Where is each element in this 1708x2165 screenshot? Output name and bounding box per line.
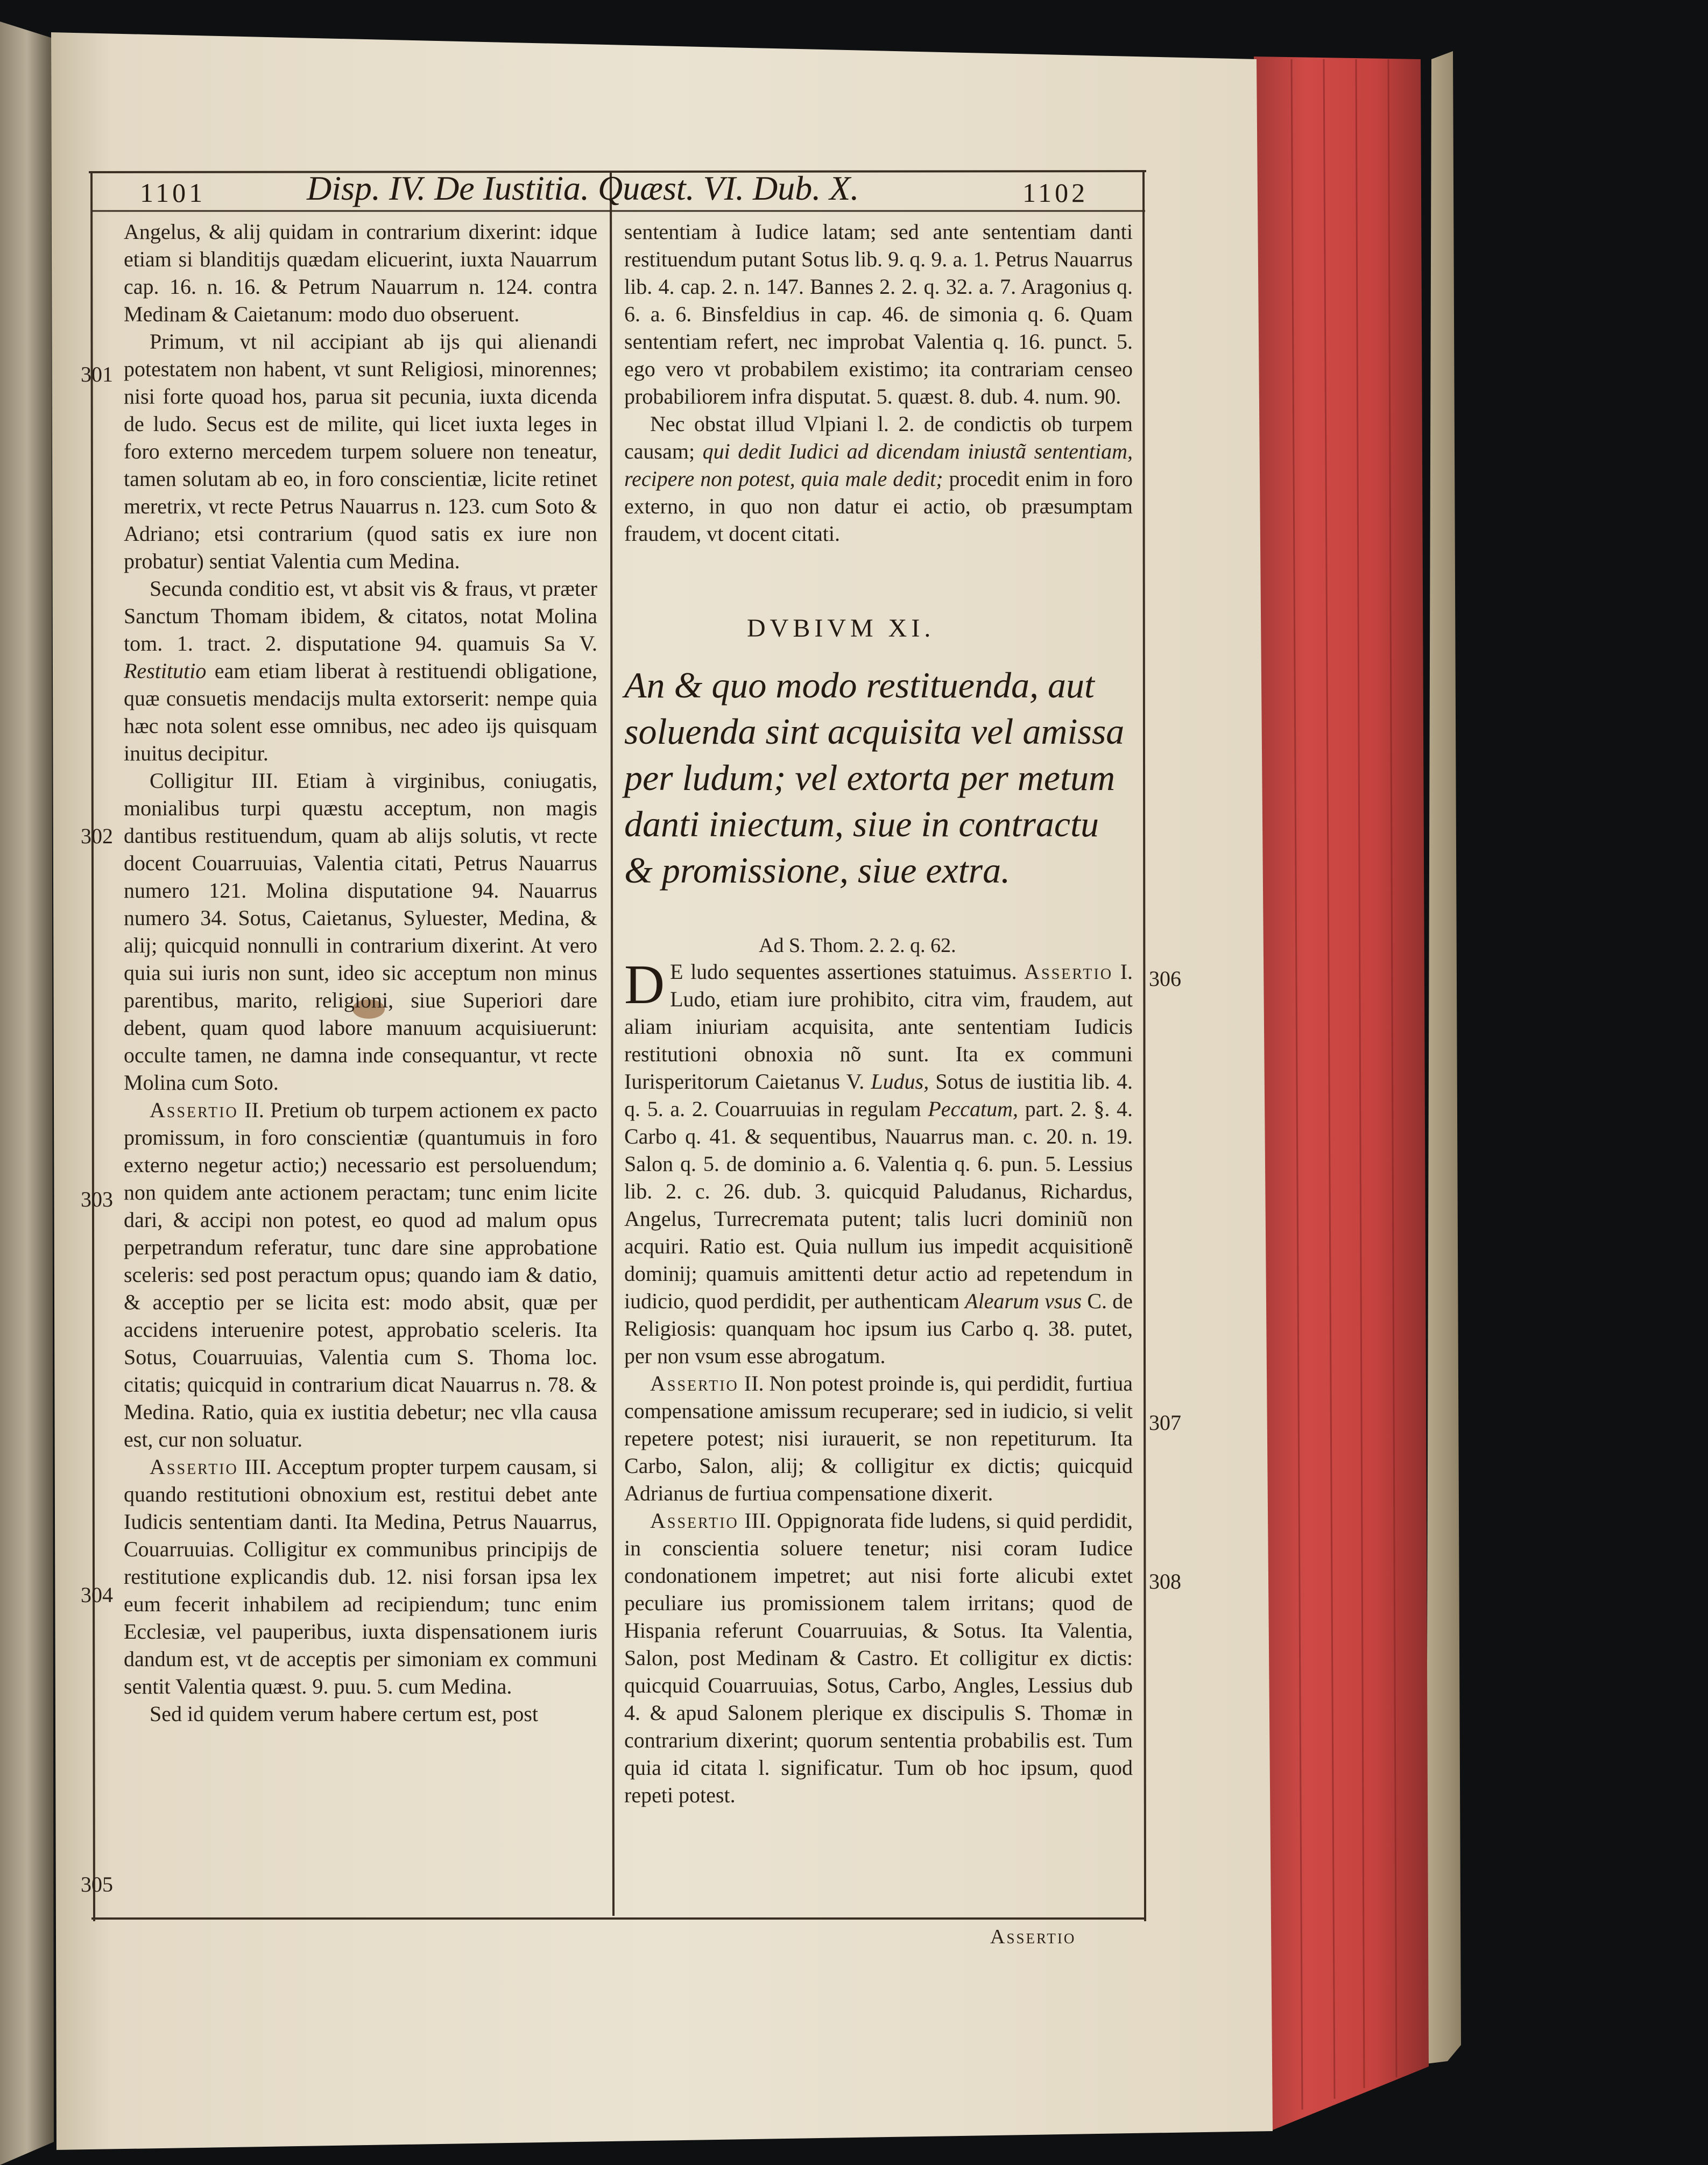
drop-cap: D: [624, 954, 665, 1015]
right-column-top: [624, 218, 1133, 547]
paragraph: Assertio II. Non potest proinde is, qui perdidit, furtiua compensatione amissum recuperare; sed in iudicio, si velit repetere potest; nisi iurauerit, se non repetiturum. Ita Carbo, Salon, alij; & colligitur ex dictis; quicquid Adrianus de furtiua compensatione dixerit.: [624, 1371, 1133, 1505]
running-header: [126, 167, 1122, 210]
paragraph: D E ludo sequentes assertiones statuimus. Assertio I. Ludo, etiam iure prohibito, citra vim, fraudem, aut aliam iniuriam acquisita, ante sententiam Iudicis restitutioni obnoxia nõ sunt. Ita ex communi Iurisperitorum Caietanus V. Ludus, Sotus de iustitia lib. 4. q. 5. a. 2. Couarruuias in regulam Peccatum, part. 2. §. 4. Carbo q. 41. & sequentibus, Nauarrus man. c. 20. n. 19. Salon q. 5. de dominio a. 6. Valentia q. 6. pun. 5. Lessius lib. 2. c. 26. dub. 3. quicquid Paludanus, Richardus, Angelus, Turrecremata putent; talis lucri dominiũ non acquiri. Ratio est. Quia nullum ius impedit acquisitionẽ dominij; quamuis amittenti detur actio ad repetendum in iudicio, quod perdidit, per authenticam Alearum vsus C. de Religiosis: quanquam hoc ipsum ius Carbo q. 38. putet, per non vsum esse abrogatum.: [624, 954, 1133, 1368]
reference-line: Ad S. Thom. 2. 2. q. 62.: [759, 934, 956, 957]
paragraph: sententiam à Iudice latam; sed ante sententiam danti restituendum putant Sotus lib. 9. q. 9. a. 1. Petrus Nauarrus lib. 4. cap. 2. n. 147. Bannes 2. 2. q. 32. a. 7. Aragonius q. 6. a. 6. Binsfeldius in cap. 46. de simonia q. 6. Quam sententiam refert, nec improbat Valentia q. 16. punct. 5. ego vero vt probabilem existimo; ita contrariam censeo probabiliorem infra disputat. 5. quæst. 8. dub. 4. num. 90.: [624, 220, 1133, 408]
paragraph: Secunda conditio est, vt absit vis & fraus, vt præter Sanctum Thomam ibidem, & citatos, notat Molina tom. 1. tract. 2. disputatione 94. quamuis Sa V. Restitutio eam etiam liberat à restituendi obligatione, quæ consuetis mendacijs multa extorserit: nempe quia hæc nota solent esse omnibus, nec adeo ijs quisquam inuitus decipitur.: [124, 576, 598, 765]
right-column-body: [624, 954, 1133, 1809]
catchword: Assertio: [990, 1926, 1076, 1948]
paragraph: Assertio III. Oppignorata fide ludens, si quid perdidit, in conscientia soluere tenetur; nisi coram Iudice condonationem impetret; aut nisi forte alicubi extet peculiare ius promissionem talem irritans; quod de Hispania referunt Couarruuias, & Sotus. Ita Valentia, Salon, post Medinam & Castro. Et colligitur ex dictis: quicquid Couarruuias, Sotus, Carbo, Angles, Lessius dub 4. & apud Salonem plerique ex discipulis S. Thomæ in contrarium dixerint; quorum sententia probabilis est. Tum quia id citata l. significatur. Tum ob hoc ipsum, quod repeti potest.: [624, 1508, 1133, 1807]
paragraph: Assertio II. Pretium ob turpem actionem ex pacto promissum, in foro conscientiæ (quantumuis in foro externo negetur actio;) necessario est persoluendum; non quidem ante actionem peractam; tunc enim licite dari, & accipi non potest, eo quod ad malum opus perpetrandum referatur, tunc dare sine approbatione sceleris: sed post peractum opus; quando iam & datio, & acceptio per se licita est: modo absit, quæ per accidens interuenire potest, approbatio sceleris. Ita Sotus, Couarruuias, Valentia cum S. Thoma loc. citatis; quicquid in contrarium dicat Nauarrus n. 78. & Medina. Ratio, quia ex iustitia debetur; nec vlla causa est, cur non soluatur.: [124, 1098, 598, 1451]
margin-number: 307: [1149, 1411, 1181, 1435]
paragraph: Angelus, & alij quidam in contrarium dixerint: idque etiam si blanditijs quædam elicuerint, iuxta Nauarrum cap. 16. n. 16. & Petrum Nauarrum n. 124. contra Medinam & Caietanum: modo duo obseruent.: [124, 220, 597, 326]
assertio-label: Assertio: [650, 1508, 739, 1533]
left-page-number: 1101: [140, 178, 206, 208]
margin-number: 306: [1149, 967, 1181, 991]
paragraph: Nec obstat illud Vlpiani l. 2. de condictis ob turpem causam; qui dedit Iudici ad dicendam iniustã sententiam, recipere non potest, quia male dedit; procedit enim in foro externo, in quo non datur ei actio, ob præsumptam fraudem, vt docent citati.: [624, 412, 1133, 546]
assertio-label: Assertio: [1024, 960, 1113, 984]
assertio-label: Assertio: [150, 1098, 238, 1122]
left-column: [124, 218, 597, 1727]
paragraph: Primum, vt nil accipiant ab ijs qui alienandi potestatem non habent, vt sunt Religiosi, minorennes; nisi forte quoad hos, parua sit pecunia, iuxta dicenda de ludo. Secus est de milite, qui licet iuxta leges in foro externo mercedem turpem soluere non teneatur, tamen solutam ab eo, in foro conscientiæ, licite retinet meretrix, vt recte Petrus Nauarrus n. 123. cum Soto & Adriano; etsi contrarium (quod satis ex iure non probatur) sentiat Valentia cum Medina.: [124, 329, 597, 573]
margin-number: 302: [81, 824, 113, 848]
margin-number: 301: [81, 362, 113, 386]
left-page-sliver: [0, 22, 54, 2165]
page-edge: [1254, 57, 1429, 2131]
margin-number: 304: [81, 1583, 113, 1607]
running-title: Disp. IV. De Iustitia. Quæst. VI. Dub. X.: [307, 169, 859, 207]
margin-number: 303: [81, 1187, 113, 1211]
italic-quote: qui dedit Iudici ad dicendam iniustã sententiam, recipere non potest, quia male dedit;: [624, 439, 1133, 491]
quaestio-heading: An & quo modo restituenda, aut soluenda sint acquisita vel amissa per ludum; vel extorta per metum danti iniectum, siue in contractu & promissione, siue extra.: [624, 665, 1125, 891]
margin-number: 308: [1149, 1569, 1181, 1593]
paragraph: Colligitur III. Etiam à virginibus, coniugatis, monialibus turpi quæstu acceptum, non magis dantibus restituendum, quam ab alijs solutis, vt recte docent Couarruuias, Valentia citati, Petrus Nauarrus numero 121. Molina disputatione 94. Nauarrus numero 34. Sotus, Caietanus, Syluester, Medina, & alij; quicquid nonnulli in contrarium dixerint. At vero quia sui iuris non sunt, ideo sic acceptum non minus parentibus, marito, religioni, siue Superiori dare debent, quam quod labore manuum acquisiuerunt: occulte tamen, ne damna inde consequantur, vt recte Molina cum Soto.: [124, 768, 597, 1095]
italic-term: Restitutio: [124, 659, 207, 683]
assertio-label: Assertio: [150, 1455, 238, 1479]
assertio-label: Assertio: [650, 1371, 739, 1395]
margin-number: 305: [81, 1872, 113, 1896]
right-page-number: 1102: [1022, 178, 1089, 208]
paragraph: Assertio III. Acceptum propter turpem causam, si quando restitutioni obnoxium est, restitui debet ante Iudicis sententiam danti. Ita Medina, Petrus Nauarrus, Couarruuias. Colligitur ex communibus principijs de restitutione explicandis dub. 12. nisi forsan ipsa lex eum fecerit inhabilem ad recipiendum; tunc enim Ecclesiæ, vel pauperibus, iuxta dispensationem iuris dandum est, vt de acceptis per simoniam ex communi sentit Valentia quæst. 9. puu. 5. cum Medina.: [124, 1455, 597, 1698]
dubium-title: DVBIVM XI.: [747, 614, 935, 643]
paragraph: Sed id quidem verum habere certum est, post: [150, 1702, 539, 1726]
